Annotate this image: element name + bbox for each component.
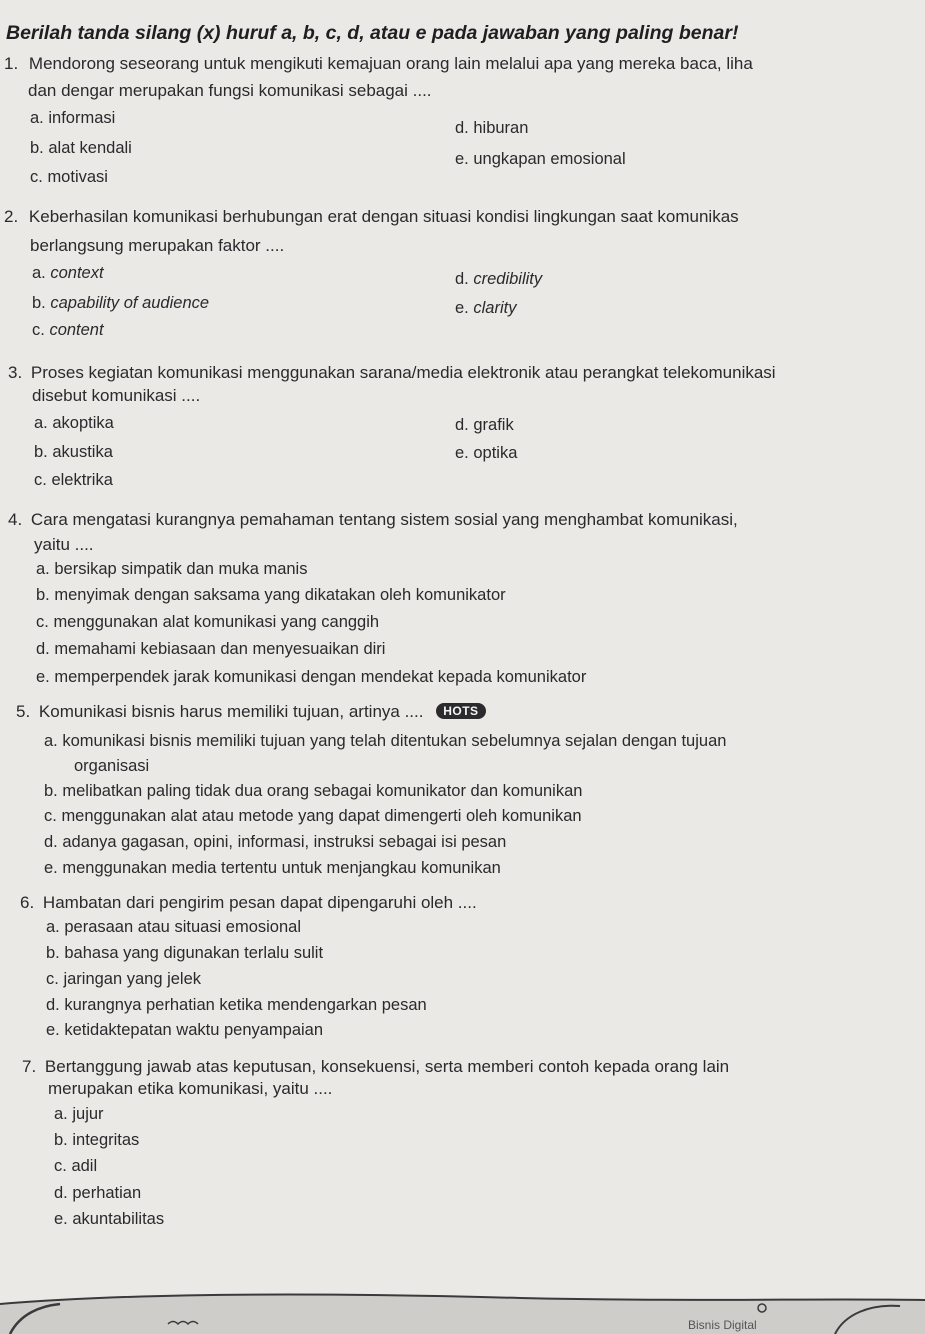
question-4-line-2: yaitu ....: [34, 535, 94, 554]
question-7-option-d[interactable]: d. perhatian: [54, 1184, 142, 1202]
question-1-option-b[interactable]: b. alat kendali: [30, 139, 132, 157]
question-4-number: 4.: [8, 510, 23, 529]
question-1-number: 1.: [4, 54, 19, 73]
question-6-option-d[interactable]: d. kurangnya perhatian ketika mendengarkan pesan: [46, 996, 427, 1014]
hots-badge: HOTS: [436, 703, 485, 719]
question-2-number: 2.: [4, 207, 19, 226]
question-3-line-1: 3. Proses kegiatan komunikasi menggunakan sarana/media elektronik atau perangkat telekomunikasi: [8, 363, 776, 382]
question-1-line-1: 1. Mendorong seseorang untuk mengikuti kemajuan orang lain melalui apa yang mereka baca, liha: [4, 54, 753, 73]
question-3-number: 3.: [8, 363, 23, 382]
question-4-line-1: 4. Cara mengatasi kurangnya pemahaman tentang sistem sosial yang menghambat komunikasi,: [8, 510, 738, 529]
question-4-option-d[interactable]: d. memahami kebiasaan dan menyesuaikan diri: [36, 640, 386, 658]
question-7-line-1: 7. Bertanggung jawab atas keputusan, konsekuensi, serta memberi contoh kepada orang lain: [22, 1057, 730, 1076]
question-2-option-b[interactable]: b. capability of audience: [32, 294, 210, 312]
question-2-line-1: 2. Keberhasilan komunikasi berhubungan erat dengan situasi kondisi lingkungan saat komunikas: [4, 207, 739, 226]
question-4-option-a[interactable]: a. bersikap simpatik dan muka manis: [36, 560, 308, 578]
question-3-line-2: disebut komunikasi ....: [32, 386, 201, 405]
instruction-heading: Berilah tanda silang (x) huruf a, b, c, d, atau e pada jawaban yang paling benar!: [6, 22, 739, 44]
question-1-option-d[interactable]: d. hiburan: [455, 119, 529, 137]
question-4-option-e[interactable]: e. memperpendek jarak komunikasi dengan mendekat kepada komunikator: [36, 668, 587, 686]
question-7-option-a[interactable]: a. jujur: [54, 1105, 104, 1123]
question-7-line-2: merupakan etika komunikasi, yaitu ....: [48, 1079, 333, 1098]
question-7-option-b[interactable]: b. integritas: [54, 1131, 140, 1149]
question-2-option-c[interactable]: c. content: [32, 321, 104, 339]
question-4-option-c[interactable]: c. menggunakan alat komunikasi yang canggih: [36, 613, 380, 631]
question-6-option-e[interactable]: e. ketidaktepatan waktu penyampaian: [46, 1021, 324, 1039]
question-3-option-e[interactable]: e. optika: [455, 444, 518, 462]
question-7-option-e[interactable]: e. akuntabilitas: [54, 1210, 165, 1228]
question-6-line-1: 6. Hambatan dari pengirim pesan dapat dipengaruhi oleh ....: [20, 893, 477, 912]
question-5-option-d[interactable]: d. adanya gagasan, opini, informasi, instruksi sebagai isi pesan: [44, 833, 507, 851]
question-1-option-c[interactable]: c. motivasi: [30, 168, 108, 186]
question-2-option-e[interactable]: e. clarity: [455, 299, 517, 317]
question-2-option-d[interactable]: d. credibility: [455, 270, 543, 288]
question-2-line-2: berlangsung merupakan faktor ....: [30, 236, 285, 255]
question-5-line-1: 5. Komunikasi bisnis harus memiliki tujuan, artinya .... HOTS: [16, 702, 486, 722]
question-5-number: 5.: [16, 702, 31, 721]
footer-text: Bisnis Digital: [688, 1318, 757, 1332]
question-6-number: 6.: [20, 893, 35, 912]
question-1-option-a[interactable]: a. informasi: [30, 109, 116, 127]
question-3-option-d[interactable]: d. grafik: [455, 416, 514, 434]
question-3-option-a[interactable]: a. akoptika: [34, 414, 114, 432]
question-5-option-a[interactable]: a. komunikasi bisnis memiliki tujuan yang telah ditentukan sebelumnya sejalan dengan tujuan: [44, 732, 727, 750]
question-5-option-c[interactable]: c. menggunakan alat atau metode yang dapat dimengerti oleh komunikan: [44, 807, 582, 825]
question-7-number: 7.: [22, 1057, 37, 1076]
question-5-option-e[interactable]: e. menggunakan media tertentu untuk menjangkau komunikan: [44, 859, 501, 877]
question-1-line-2: dan dengar merupakan fungsi komunikasi sebagai ....: [28, 81, 432, 100]
footer-decoration: [0, 1284, 925, 1334]
question-1-option-e[interactable]: e. ungkapan emosional: [455, 150, 626, 168]
question-6-option-a[interactable]: a. perasaan atau situasi emosional: [46, 918, 302, 936]
question-3-option-c[interactable]: c. elektrika: [34, 471, 113, 489]
question-6-option-b[interactable]: b. bahasa yang digunakan terlalu sulit: [46, 944, 324, 962]
question-5-option-a-continued: organisasi: [74, 757, 150, 775]
question-6-option-c[interactable]: c. jaringan yang jelek: [46, 970, 202, 988]
question-7-option-c[interactable]: c. adil: [54, 1157, 98, 1175]
question-3-option-b[interactable]: b. akustika: [34, 443, 113, 461]
question-4-option-b[interactable]: b. menyimak dengan saksama yang dikatakan oleh komunikator: [36, 586, 506, 604]
question-5-option-b[interactable]: b. melibatkan paling tidak dua orang sebagai komunikator dan komunikan: [44, 782, 583, 800]
question-2-option-a[interactable]: a. context: [32, 264, 104, 282]
